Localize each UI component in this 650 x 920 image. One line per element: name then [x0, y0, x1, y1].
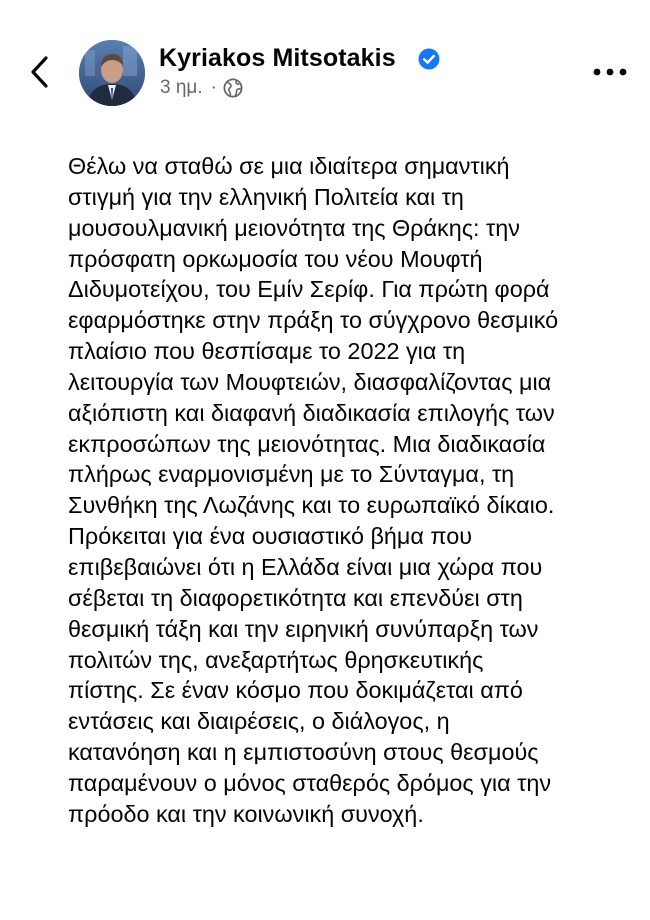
post-text-line: αξιόπιστη και διαφανή διαδικασία επιλογής των — [68, 399, 555, 426]
post-time[interactable]: 3 ημ. — [160, 77, 203, 98]
chevron-left-icon — [30, 55, 50, 89]
more-horizontal-icon — [593, 68, 627, 76]
post-text-line: Θέλω να σταθώ σε μια ιδιαίτερα σημαντική — [68, 153, 510, 179]
post-text-line: Συνθήκη της Λωζάνης και το ευρωπαϊκό δίκαιο. — [68, 492, 555, 519]
post-text — [68, 151, 628, 830]
post-text-line: πλαίσιο που θεσπίσαμε το 2022 για τη — [68, 338, 466, 365]
post-text-line: πολιτών της, ανεξαρτήτως θρησκευτικής — [68, 646, 484, 673]
post-text-line: Πρόκειται για ένα ουσιαστικό βήμα που — [68, 523, 473, 550]
post-text-line: παραμένουν ο μόνος σταθερός δρόμος για την — [68, 769, 552, 796]
post-text-line: πρόσφατη ορκωμοσία του νέου Μουφτή — [68, 245, 483, 272]
post-text-line: λειτουργία των Μουφτειών, διασφαλίζοντας μια — [68, 368, 552, 395]
globe-icon — [223, 78, 243, 98]
post-text-line: Διδυμοτείχου, του Εμίν Σερίφ. Για πρώτη φορά — [68, 276, 550, 303]
more-options-button[interactable] — [590, 58, 630, 86]
author-name[interactable]: Kyriakos Mitsotakis — [159, 44, 396, 72]
post-text-line: στιγμή για την ελληνική Πολιτεία και τη — [68, 183, 464, 210]
post-text-line: εντάσεις και διαιρέσεις, ο διάλογος, η — [68, 708, 450, 735]
post-text-line: θεσμική τάξη και την ειρηνική συνύπαρξη των — [68, 615, 539, 642]
post-text-line: εκπροσώπων της μειονότητας. Μια διαδικασία — [68, 430, 546, 457]
post-text-line: κατανόηση και η εμπιστοσύνη στους θεσμούς — [68, 739, 539, 766]
post-text-line: πλήρως εναρμονισμένη με το Σύνταγμα, τη — [68, 461, 515, 488]
meta-separator: · — [210, 77, 217, 98]
post-text-line: μουσουλμανική μειονότητα της Θράκης: την — [68, 214, 520, 241]
post-text-line: πρόοδο και την κοινωνική συνοχή. — [68, 800, 424, 827]
post-text-line: επιβεβαιώνει ότι η Ελλάδα είναι μια χώρα που — [68, 553, 543, 580]
post-text-line: πίστης. Σε έναν κόσμο που δοκιμάζεται από — [68, 677, 523, 704]
post-text-line: σέβεται τη διαφορετικότητα και επενδύει στη — [68, 584, 523, 611]
post-meta — [160, 77, 243, 99]
post-header — [0, 0, 650, 120]
verified-badge-icon — [418, 48, 440, 70]
avatar[interactable] — [79, 40, 145, 106]
post-text-line: εφαρμόστηκε στην πράξη το σύγχρονο θεσμικό — [68, 307, 559, 334]
back-button[interactable] — [22, 50, 58, 94]
